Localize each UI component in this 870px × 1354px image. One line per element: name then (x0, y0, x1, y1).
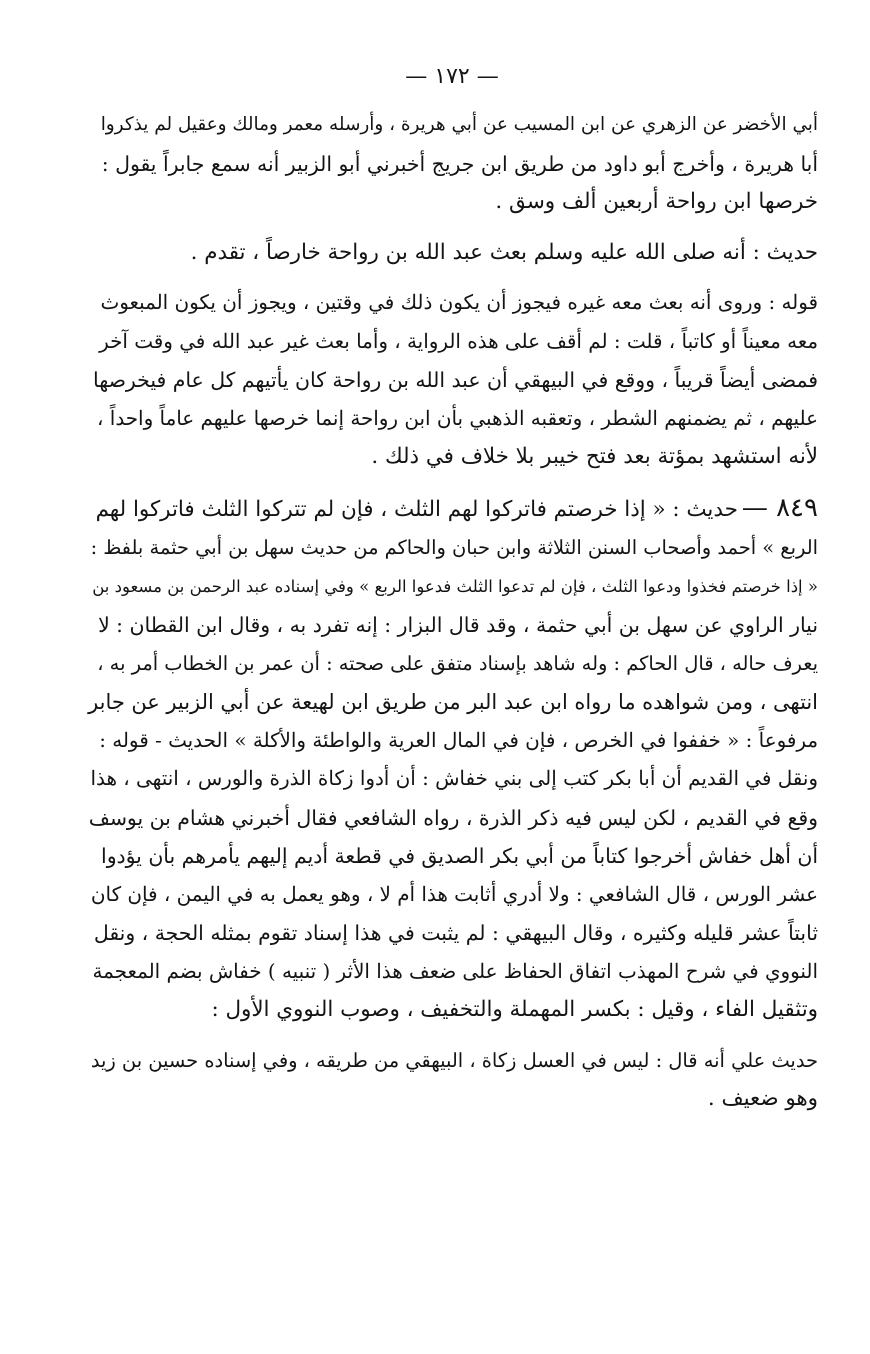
text-line: عشر الورس ، قال الشافعي : ولا أدري أثابت هذا أم لا ، وهو يعمل به في اليمن ، فإن كان (90, 882, 818, 906)
text-line: ثابتاً عشر قليله وكثيره ، وقال البيهقي : لم يثبت في هذا إسناد تقوم بمثله الحجة ، ونقل (93, 921, 818, 945)
paragraph-qawluh (86, 284, 818, 477)
text-line: أن أهل خفاش أخرجوا كتاباً من أبي بكر الصديق في قطعة أديم إليهم يأمرهم بأن يؤدوا (101, 844, 818, 868)
text-line: أبي الأخضر عن الزهري عن ابن المسيب عن أبي هريرة ، وأرسله معمر ومالك وعقيل لم يذكروا (100, 114, 818, 135)
paragraph-hadith-ali-honey (86, 1042, 818, 1119)
text-line: معه معيناً أو كاتباً ، قلت : لم أقف على هذه الرواية ، وأما بعث غير عبد الله في وقت آخر (99, 329, 818, 353)
text-line: أبا هريرة ، وأخرج أبو داود من طريق ابن جريج أخبرني أبو الزبير أنه سمع جابراً يقول : (101, 151, 818, 176)
text-line: لأنه استشهد بمؤتة بعد فتح خيبر بلا خلاف في ذلك . (371, 444, 818, 469)
paragraph-hadith-ibn-rawaha (86, 234, 818, 273)
paragraph-isnad-continuation (86, 106, 818, 222)
paragraph-hadith-849 (86, 489, 818, 1030)
text-line: يعرف حاله ، قال الحاكم : وله شاهد بإسناد متفق على صحته : أن عمر بن الخطاب أمر به ، (97, 651, 818, 675)
text-line: فمضى أيضاً قريباً ، ووقع في البيهقي أن عبد الله بن رواحة كان يأتيهم كل عام فيخرصها (93, 368, 818, 392)
text-line: « إذا خرصتم فخذوا ودعوا الثلث ، فإن لم تدعوا الثلث فدعوا الربع » وفي إسناده عبد الرحمن بن مسعود بن (92, 576, 818, 596)
text-line: انتهى ، ومن شواهده ما رواه ابن عبد البر من طريق ابن لهيعة عن أبي الزبير عن جابر (88, 690, 818, 714)
text-line: حديث علي أنه قال : ليس في العسل زكاة ، البيهقي من طريقه ، وفي إسناده حسين بن زيد (90, 1048, 818, 1072)
text-line: قوله : وروى أنه بعث معه غيره فيجوز أن يكون ذلك في وقتين ، ويجوز أن يكون المبعوث (100, 291, 818, 314)
text-line: نيار الراوي عن سهل بن أبي حثمة ، وقد قال البزار : إنه تفرد به ، وقال ابن القطان : لا (98, 613, 818, 637)
text-line: ونقل في القديم أن أبا بكر كتب إلى بني خفاش : أن أدوا زكاة الذرة والورس ، انتهى ، هذا (90, 767, 818, 790)
text-line: حديث : أنه صلى الله عليه وسلم بعث عبد الله بن رواحة خارصاً ، تقدم . (190, 239, 818, 265)
text-line: خرصها ابن رواحة أربعين ألف وسق . (495, 189, 818, 214)
text-line: مرفوعاً : « خففوا في الخرص ، فإن في المال العرية والواطئة والأكلة » الحديث - قوله : (99, 728, 818, 752)
page-number: — ١٧٢ — (405, 64, 499, 89)
text-line-content: حديث : « إذا خرصتم فاتركوا لهم الثلث ، فإن لم تتركوا الثلث فاتركوا لهم (95, 496, 738, 522)
text-line: وهو ضعيف . (707, 1086, 818, 1111)
text-line (86, 489, 818, 530)
text-line: عليهم ، ثم يضمنهم الشطر ، وتعقبه الذهبي بأن ابن رواحة إنما خرصها عليهم عاماً واحداً ، (97, 406, 818, 430)
hadith-number: ٨٤٩ — (741, 492, 818, 523)
text-line: الربع » أحمد وأصحاب السنن الثلاثة وابن حبان والحاكم من حديث سهل بن أبي حثمة بلفظ : (90, 536, 818, 559)
text-line: وقع في القديم ، لكن ليس فيه ذكر الذرة ، رواه الشافعي فقال أخبرني هشام بن يوسف (88, 805, 818, 830)
text-line: وتثقيل الفاء ، وقيل : بكسر المهملة والتخفيف ، وصوب النووي الأول : (211, 997, 818, 1022)
text-line: النووي في شرح المهذب اتفاق الحفاظ على ضعف هذا الأثر ( تنبيه ) خفاش بضم المعجمة (92, 959, 818, 983)
